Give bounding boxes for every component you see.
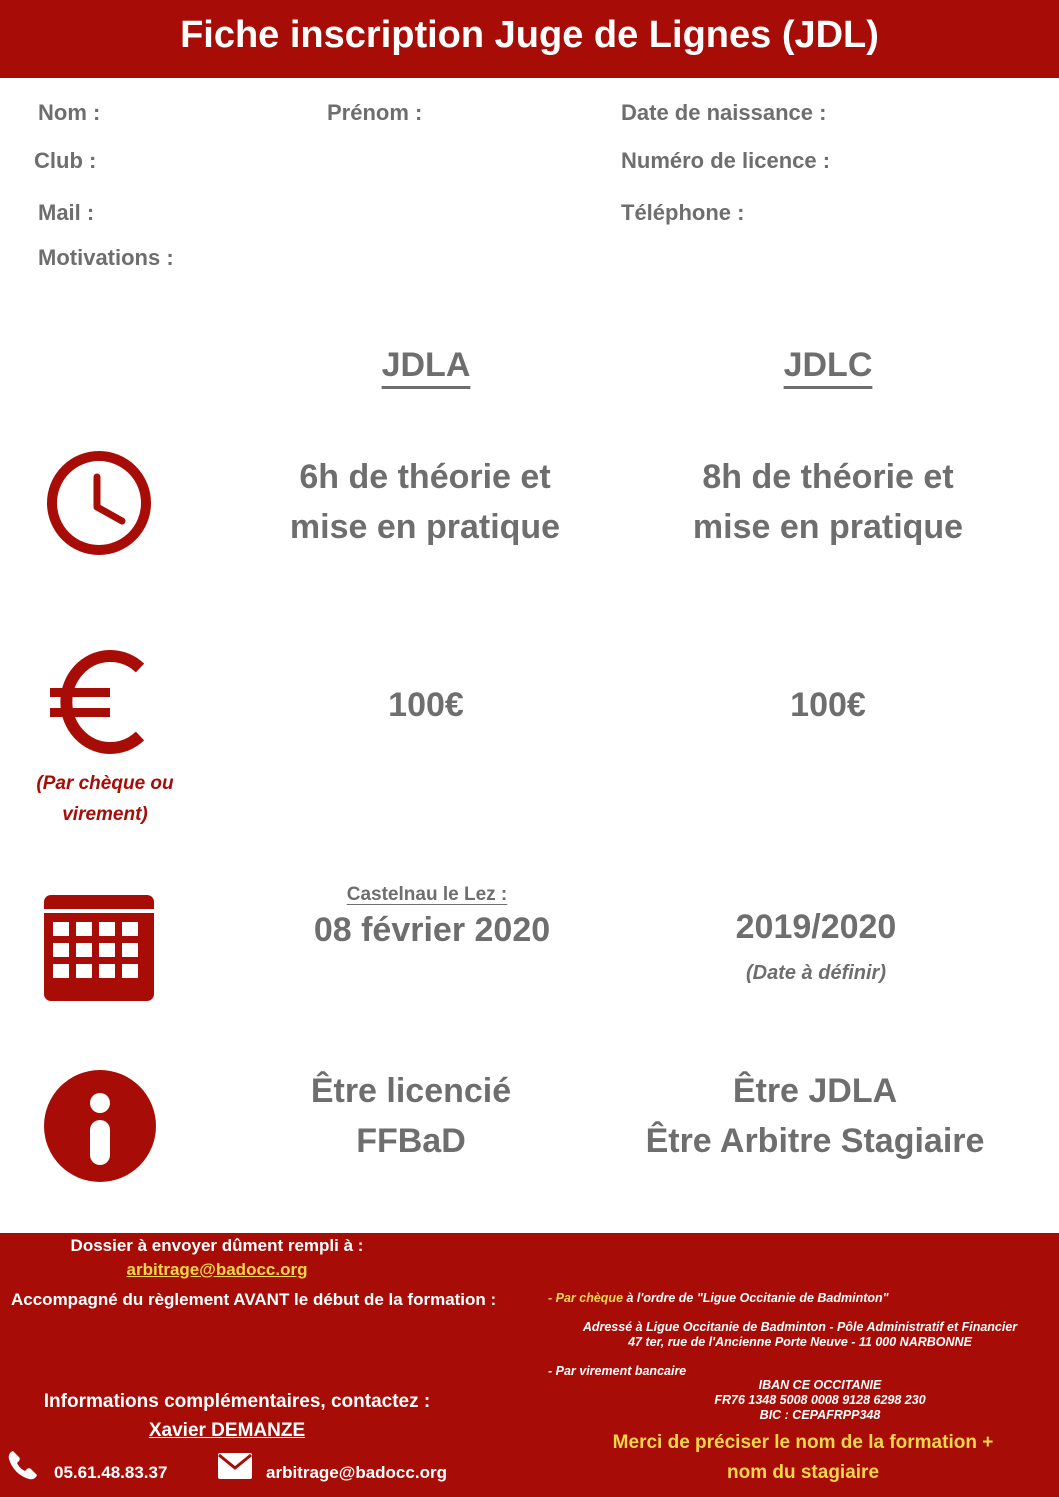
label-nom: Nom : bbox=[38, 100, 101, 125]
jdlc-conditions bbox=[590, 1066, 1040, 1166]
jdla-duration-line2: mise en pratique bbox=[289, 508, 561, 546]
envelope-icon bbox=[218, 1453, 252, 1479]
postal-address bbox=[540, 1320, 1059, 1350]
iban-bank: IBAN CE OCCITANIE bbox=[758, 1378, 882, 1392]
merci-line1: Merci de préciser le nom de la formation + bbox=[612, 1432, 994, 1453]
bic-code: BIC : CEPAFRPP348 bbox=[759, 1408, 881, 1422]
dossier-email-link[interactable]: arbitrage@badocc.org bbox=[126, 1260, 308, 1279]
address-line1: Adressé à Ligue Occitanie de Badminton - Pôle Administratif et Financier bbox=[582, 1320, 1018, 1334]
infos-label: Informations complémentaires, contactez : bbox=[43, 1391, 431, 1412]
contact-name: Xavier DEMANZE bbox=[148, 1420, 306, 1441]
label-numero-licence: Numéro de licence : bbox=[621, 148, 831, 173]
bank-details bbox=[660, 1378, 980, 1423]
label-mail: Mail : bbox=[38, 200, 95, 225]
jdlc-condition-line2: Être Arbitre Stagiaire bbox=[645, 1122, 985, 1160]
jdlc-condition-line1: Être JDLA bbox=[732, 1072, 898, 1110]
dossier-label: Dossier à envoyer dûment rempli à : bbox=[70, 1236, 364, 1255]
jdla-date: 08 février 2020 bbox=[313, 911, 551, 949]
jdlc-duration-line1: 8h de théorie et bbox=[702, 458, 954, 496]
cheque-text: à l'ordre de "Ligue Occitanie de Badminton" bbox=[623, 1291, 889, 1305]
column-jdlc-heading: JDLC bbox=[783, 346, 873, 384]
column-jdla-heading: JDLA bbox=[381, 346, 471, 384]
jdlc-duration bbox=[628, 452, 1028, 552]
euro-icon bbox=[48, 648, 152, 756]
address-line2: 47 ter, rue de l'Ancienne Porte Neuve - 11 000 NARBONNE bbox=[628, 1335, 972, 1349]
label-prenom: Prénom : bbox=[327, 100, 423, 125]
jdla-price: 100€ bbox=[388, 686, 464, 724]
page-title: Fiche inscription Juge de Lignes (JDL) bbox=[180, 14, 879, 56]
jdla-duration bbox=[225, 452, 625, 552]
calendar-icon bbox=[44, 895, 154, 1001]
payment-note-line2: virement) bbox=[62, 804, 148, 825]
reglement-label: Accompagné du règlement AVANT le début de la formation : bbox=[11, 1290, 497, 1309]
merci-line2: nom du stagiaire bbox=[726, 1462, 880, 1483]
iban-number: FR76 1348 5008 0008 9128 6298 230 bbox=[714, 1393, 926, 1407]
jdlc-date: 2019/2020 bbox=[735, 908, 897, 946]
info-icon bbox=[44, 1070, 156, 1182]
merci-note bbox=[560, 1428, 1046, 1488]
jdla-condition-line1: Être licencié bbox=[310, 1072, 512, 1110]
jdlc-price: 100€ bbox=[790, 686, 866, 724]
jdla-conditions bbox=[211, 1066, 611, 1166]
jdlc-date-note: (Date à définir) bbox=[745, 962, 887, 984]
contact-phone[interactable]: 05.61.48.83.37 bbox=[54, 1463, 168, 1482]
jdlc-duration-line2: mise en pratique bbox=[692, 508, 964, 546]
jdla-location: Castelnau le Lez : bbox=[346, 884, 508, 905]
label-telephone: Téléphone : bbox=[621, 200, 745, 225]
cheque-line bbox=[548, 1291, 889, 1305]
payment-note-line1: (Par chèque ou bbox=[36, 773, 174, 794]
payment-note bbox=[10, 768, 200, 830]
contact-email[interactable]: arbitrage@badocc.org bbox=[266, 1463, 447, 1482]
label-club: Club : bbox=[34, 148, 97, 173]
label-motivations: Motivations : bbox=[38, 245, 174, 270]
jdla-duration-line1: 6h de théorie et bbox=[299, 458, 551, 496]
jdla-condition-line2: FFBaD bbox=[356, 1122, 466, 1160]
phone-icon bbox=[6, 1448, 40, 1482]
virement-label: - Par virement bancaire bbox=[548, 1364, 687, 1378]
cheque-label: - Par chèque bbox=[548, 1291, 624, 1305]
clock-icon bbox=[44, 449, 154, 557]
label-date-naissance: Date de naissance : bbox=[621, 100, 827, 125]
